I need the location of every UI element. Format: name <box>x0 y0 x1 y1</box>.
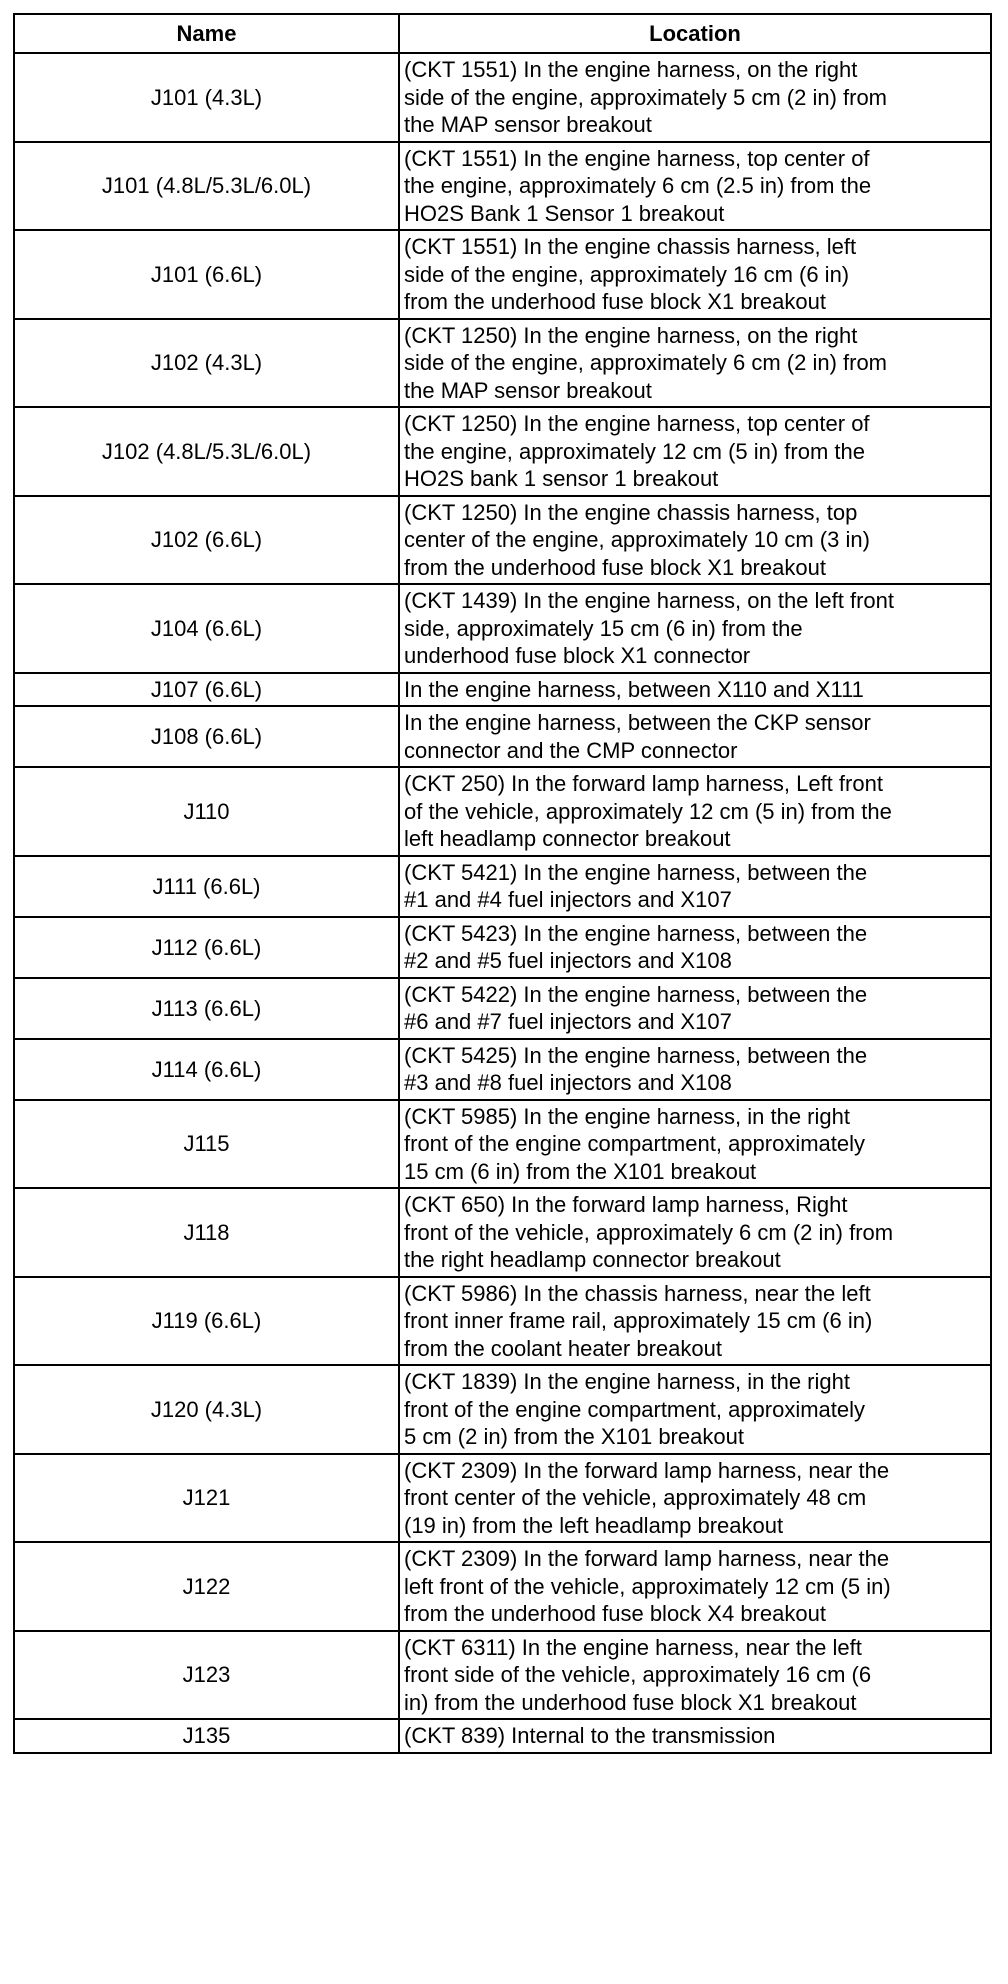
splice-location-cell: (CKT 2309) In the forward lamp harness, near the front center of the vehicle, approximately 48 cm (19 in) from the left headlamp breakout <box>399 1454 991 1543</box>
splice-name-cell: J101 (6.6L) <box>14 230 399 319</box>
splice-location-cell: (CKT 5421) In the engine harness, between the #1 and #4 fuel injectors and X107 <box>399 856 991 917</box>
table-row <box>14 1631 991 1720</box>
splice-location-cell: (CKT 5985) In the engine harness, in the right front of the engine compartment, approximately 15 cm (6 in) from the X101 breakout <box>399 1100 991 1189</box>
table-row <box>14 1039 991 1100</box>
table-row <box>14 584 991 673</box>
splice-name-cell: J118 <box>14 1188 399 1277</box>
splice-location-cell: (CKT 1250) In the engine harness, top center of the engine, approximately 12 cm (5 in) from the HO2S bank 1 sensor 1 breakout <box>399 407 991 496</box>
table-row <box>14 407 991 496</box>
splice-name-cell: J101 (4.8L/5.3L/6.0L) <box>14 142 399 231</box>
splice-name-cell: J115 <box>14 1100 399 1189</box>
splice-location-cell: (CKT 1250) In the engine chassis harness, top center of the engine, approximately 10 cm (3 in) from the underhood fuse block X1 breakout <box>399 496 991 585</box>
table-body <box>14 53 991 1753</box>
splice-location-cell: (CKT 5425) In the engine harness, between the #3 and #8 fuel injectors and X108 <box>399 1039 991 1100</box>
table-row <box>14 1542 991 1631</box>
splice-location-cell: (CKT 839) Internal to the transmission <box>399 1719 991 1753</box>
splice-location-cell: (CKT 250) In the forward lamp harness, Left front of the vehicle, approximately 12 cm (5 in) from the left headlamp connector breakout <box>399 767 991 856</box>
table-row <box>14 1719 991 1753</box>
splice-location-cell: (CKT 1250) In the engine harness, on the right side of the engine, approximately 6 cm (2 in) from the MAP sensor breakout <box>399 319 991 408</box>
splice-name-cell: J108 (6.6L) <box>14 706 399 767</box>
splice-name-cell: J123 <box>14 1631 399 1720</box>
splice-location-table-sheet <box>13 13 990 1754</box>
splice-location-cell: In the engine harness, between X110 and X111 <box>399 673 991 707</box>
table-row <box>14 1277 991 1366</box>
splice-location-table <box>13 13 992 1754</box>
table-row <box>14 142 991 231</box>
splice-location-cell: (CKT 5423) In the engine harness, between the #2 and #5 fuel injectors and X108 <box>399 917 991 978</box>
table-row <box>14 1188 991 1277</box>
table-row <box>14 230 991 319</box>
table-row <box>14 319 991 408</box>
splice-name-cell: J113 (6.6L) <box>14 978 399 1039</box>
splice-name-cell: J112 (6.6L) <box>14 917 399 978</box>
table-row <box>14 673 991 707</box>
splice-name-cell: J114 (6.6L) <box>14 1039 399 1100</box>
splice-location-cell: (CKT 650) In the forward lamp harness, Right front of the vehicle, approximately 6 cm (2 in) from the right headlamp connector breakout <box>399 1188 991 1277</box>
splice-location-cell: (CKT 5986) In the chassis harness, near the left front inner frame rail, approximately 15 cm (6 in) from the coolant heater breakout <box>399 1277 991 1366</box>
splice-name-cell: J102 (4.3L) <box>14 319 399 408</box>
splice-location-cell: (CKT 6311) In the engine harness, near the left front side of the vehicle, approximately 16 cm (6 in) from the underhood fuse block X1 breakout <box>399 1631 991 1720</box>
table-row <box>14 856 991 917</box>
table-row <box>14 53 991 142</box>
splice-name-cell: J101 (4.3L) <box>14 53 399 142</box>
table-row <box>14 706 991 767</box>
splice-name-cell: J120 (4.3L) <box>14 1365 399 1454</box>
splice-location-cell: (CKT 2309) In the forward lamp harness, near the left front of the vehicle, approximately 12 cm (5 in) from the underhood fuse block X4 breakout <box>399 1542 991 1631</box>
splice-name-cell: J107 (6.6L) <box>14 673 399 707</box>
splice-name-cell: J102 (6.6L) <box>14 496 399 585</box>
splice-name-cell: J122 <box>14 1542 399 1631</box>
table-row <box>14 1365 991 1454</box>
splice-location-cell: (CKT 1551) In the engine harness, on the right side of the engine, approximately 5 cm (2 in) from the MAP sensor breakout <box>399 53 991 142</box>
splice-name-cell: J110 <box>14 767 399 856</box>
table-row <box>14 1100 991 1189</box>
splice-location-cell: (CKT 1439) In the engine harness, on the left front side, approximately 15 cm (6 in) from the underhood fuse block X1 connector <box>399 584 991 673</box>
splice-location-cell: (CKT 5422) In the engine harness, between the #6 and #7 fuel injectors and X107 <box>399 978 991 1039</box>
splice-name-cell: J104 (6.6L) <box>14 584 399 673</box>
splice-name-cell: J121 <box>14 1454 399 1543</box>
table-row <box>14 767 991 856</box>
name-column-header: Name <box>14 14 399 53</box>
splice-location-cell: (CKT 1551) In the engine chassis harness, left side of the engine, approximately 16 cm (6 in) from the underhood fuse block X1 breakout <box>399 230 991 319</box>
table-row <box>14 1454 991 1543</box>
splice-location-cell: (CKT 1551) In the engine harness, top center of the engine, approximately 6 cm (2.5 in) from the HO2S Bank 1 Sensor 1 breakout <box>399 142 991 231</box>
splice-location-cell: (CKT 1839) In the engine harness, in the right front of the engine compartment, approximately 5 cm (2 in) from the X101 breakout <box>399 1365 991 1454</box>
table-header-row <box>14 14 991 53</box>
splice-name-cell: J119 (6.6L) <box>14 1277 399 1366</box>
table-row <box>14 496 991 585</box>
splice-name-cell: J111 (6.6L) <box>14 856 399 917</box>
splice-name-cell: J135 <box>14 1719 399 1753</box>
splice-location-cell: In the engine harness, between the CKP sensor connector and the CMP connector <box>399 706 991 767</box>
table-row <box>14 978 991 1039</box>
splice-name-cell: J102 (4.8L/5.3L/6.0L) <box>14 407 399 496</box>
table-row <box>14 917 991 978</box>
location-column-header: Location <box>399 14 991 53</box>
